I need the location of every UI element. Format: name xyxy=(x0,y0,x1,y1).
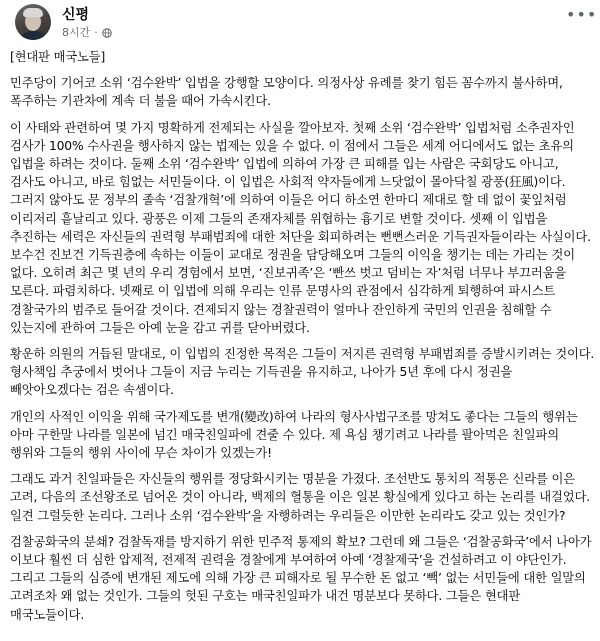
globe-icon xyxy=(102,28,112,38)
post-paragraph: 이 사태와 관련하여 몇 가지 명확하게 전제되는 사실을 깔아보자. 첫째 소위 ‘검수완박’ 입법처럼 소추권자인 검사가 100% 수사권을 행사하지 않는 법제는 있을 수 없다. 이 점에서 그들은 세계 어디에서도 없는 초유의 입법을 하려는 것이다. 둘째 소위 ‘검수완박’ 입법에 의하여 가장 큰 피해를 입는 사람은 국회당도 아니고, 검사도 아니고, 바로 힘없는 서민들이다. 이 입법은 사회적 약자들에게 느닷없이 몰아닥칠 광풍(狂風)이다. 그러지 않아도 문 정부의 졸속 ‘검찰개혁’에 의하여 이들은 어디 하소연 한마디 제대로 할 데 없이 꽃잎처럼 이리저리 흩날리고 있다. 광풍은 이제 그들의 존재자체를 위협하는 흉기로 변할 것이다. 셋째 이 입법을 추진하는 세력은 자신들의 권력형 부패범죄에 대한 처단을 회피하려는 뻔뻔스러운 기득권자들이라는 사실이다. 보수건 진보건 기득권층에 속하는 이들이 교대로 정권을 담당해오며 그들의 이익을 챙기는 데는 가리는 것이 없다. 오히려 최근 몇 년의 우리 경험에서 보면, ‘진보귀족’은 ‘빤쓰 벗고 덤비는 자’처럼 너무나 부끄러움을 모른다. 파렴치하다. 넷째로 이 입법에 의해 우리는 인류 문명사의 관점에서 심각하게 퇴행하여 파시스트 경찰국가의 범주로 들어갈 것이다. 견제되지 않는 경찰권력이 얼마나 잔인하게 국민의 인권을 침해할 수 있는지에 관하여 그들은 아예 눈을 감고 귀를 닫아버렸다. xyxy=(10,120,591,335)
post-paragraph: 민주당이 기어코 소위 ‘검수완박’ 입법을 강행할 모양이다. 의정사상 유례를 찾기 힘든 꼼수까지 불사하며, 폭주하는 기관차에 계속 더 불을 때어 가속시킨다. xyxy=(10,76,563,109)
meta-separator: · xyxy=(94,26,98,39)
post-header xyxy=(0,0,600,46)
post-paragraph: 개인의 사적인 이익을 위해 국가제도를 변개(變改)하여 나라의 형사사법구조를 망쳐도 좋다는 그들의 행위는 아마 구한말 나라를 일본에 넘긴 매국친일파에 견줄 수 있다. 제 욕심 챙기려고 나라를 팔아먹은 친일파의 행위와 그들의 행위 사이에 무슨 차이가 있겠는가! xyxy=(10,409,578,461)
more-options-icon[interactable]: ••• xyxy=(566,5,598,24)
post-title: [현대판 매국노들] xyxy=(10,50,106,64)
post-paragraph: 황운하 의원의 거듭된 말대로, 이 입법의 진정한 목적은 그들이 저지른 권력형 부패범죄를 증발시키려는 것이다. 형사책임 추궁에서 벗어나 그들이 지금 누리는 기득권을 유지하고, 나아가 5년 후에 다시 정권을 빼앗아오겠다는 검은 속셈이다. xyxy=(10,347,595,398)
post-time[interactable]: 8시간 xyxy=(62,26,91,39)
avatar-hair xyxy=(23,8,43,17)
avatar-body xyxy=(18,31,48,40)
avatar[interactable] xyxy=(15,4,51,40)
author-name[interactable]: 신평 xyxy=(62,7,90,23)
post-meta xyxy=(62,26,112,39)
post-body xyxy=(10,48,595,632)
post-paragraph: 검찰공화국의 분쇄? 검찰독재를 방지하기 위한 민주적 통제의 확보? 그런데 왜 그들은 ‘검찰공화국’에서 나아가 이보다 훨씬 더 심한 압제적, 전제적 권력을 경찰에게 부여하여 아예 ‘경찰제국’을 건설하려고 이 야단인가. 그리고 그들의 심증에 변개된 제도에 의해 가장 큰 피해자로 될 무수한 돈 없고 ‘빽’ 없는 서민들에 대한 일말의 고려조차 왜 없는 것인가. 그들의 헛된 구호는 매국친일파가 내건 명분보다 못하다. 그들은 현대판 매국노들이다. xyxy=(10,534,592,622)
post-paragraph: 그래도 과거 친일파들은 자신들의 행위를 정당화시키는 명분을 가졌다. 조선반도 통치의 적통은 신라를 이은 고려, 다음의 조선왕조로 넘어온 것이 아니라, 백제의 혈통을 이은 일본 황실에게 있다고 하는 논리를 내걸었다. 일견 그럴듯한 논리다. 그러나 소위 ‘검수완박’을 자행하려는 우리들은 이만한 논리라도 갖고 있는 것인가? xyxy=(10,472,590,523)
